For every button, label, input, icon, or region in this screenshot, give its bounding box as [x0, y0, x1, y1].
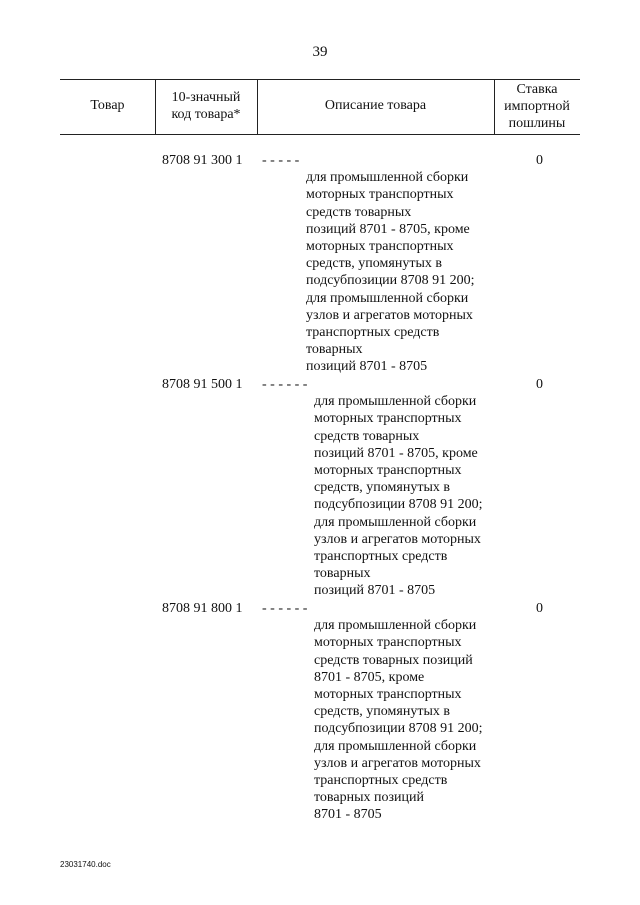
goods-description — [306, 152, 475, 376]
level-dashes: - - - - - — [262, 153, 300, 168]
description-text: для промышленной сборки моторных транспортных средств товарных позиций 8701 - 8705, кроме моторных транспортных средств, упомянутых в подсубпозиции 8708 91 200; для промышленной сборки узлов и агрегатов моторных транспортных средств товарных позиций 8701 - 8705 — [306, 170, 475, 375]
goods-description — [314, 600, 483, 824]
level-dashes: - - - - - - — [262, 601, 308, 616]
header-code: 10-значный код товара* — [171, 90, 241, 122]
goods-code: 8708 91 800 1 — [162, 601, 243, 616]
description-text: для промышленной сборки моторных транспортных средств товарных позиций 8701 - 8705, кроме моторных транспортных средств, упомянутых в подсубпозиции 8708 91 200; для промышленной сборки узлов и агрегатов моторных транспортных средств товарных позиций 8701 - 8705 — [314, 394, 483, 599]
footer-filename: 23031740.doc — [60, 860, 111, 869]
goods-code: 8708 91 300 1 — [162, 153, 243, 168]
level-dashes: - - - - - - — [262, 377, 308, 392]
header-goods: Товар — [90, 98, 125, 113]
table-header-bottom-rule — [60, 134, 580, 135]
duty-rate: 0 — [536, 377, 543, 392]
goods-code: 8708 91 500 1 — [162, 377, 243, 392]
header-rate: Ставка импортной пошлины — [504, 82, 570, 131]
duty-rate: 0 — [536, 601, 543, 616]
page-number: 39 — [312, 44, 328, 60]
duty-rate: 0 — [536, 153, 543, 168]
table-top-rule — [60, 79, 580, 80]
goods-description — [314, 376, 483, 600]
header-description: Описание товара — [324, 98, 427, 113]
description-text: для промышленной сборки моторных транспортных средств товарных позиций 8701 - 8705, кроме моторных транспортных средств, упомянутых в подсубпозиции 8708 91 200; для промышленной сборки узлов и агрегатов моторных транспортных средств товарных позиций 8701 - 8705 — [314, 618, 483, 823]
